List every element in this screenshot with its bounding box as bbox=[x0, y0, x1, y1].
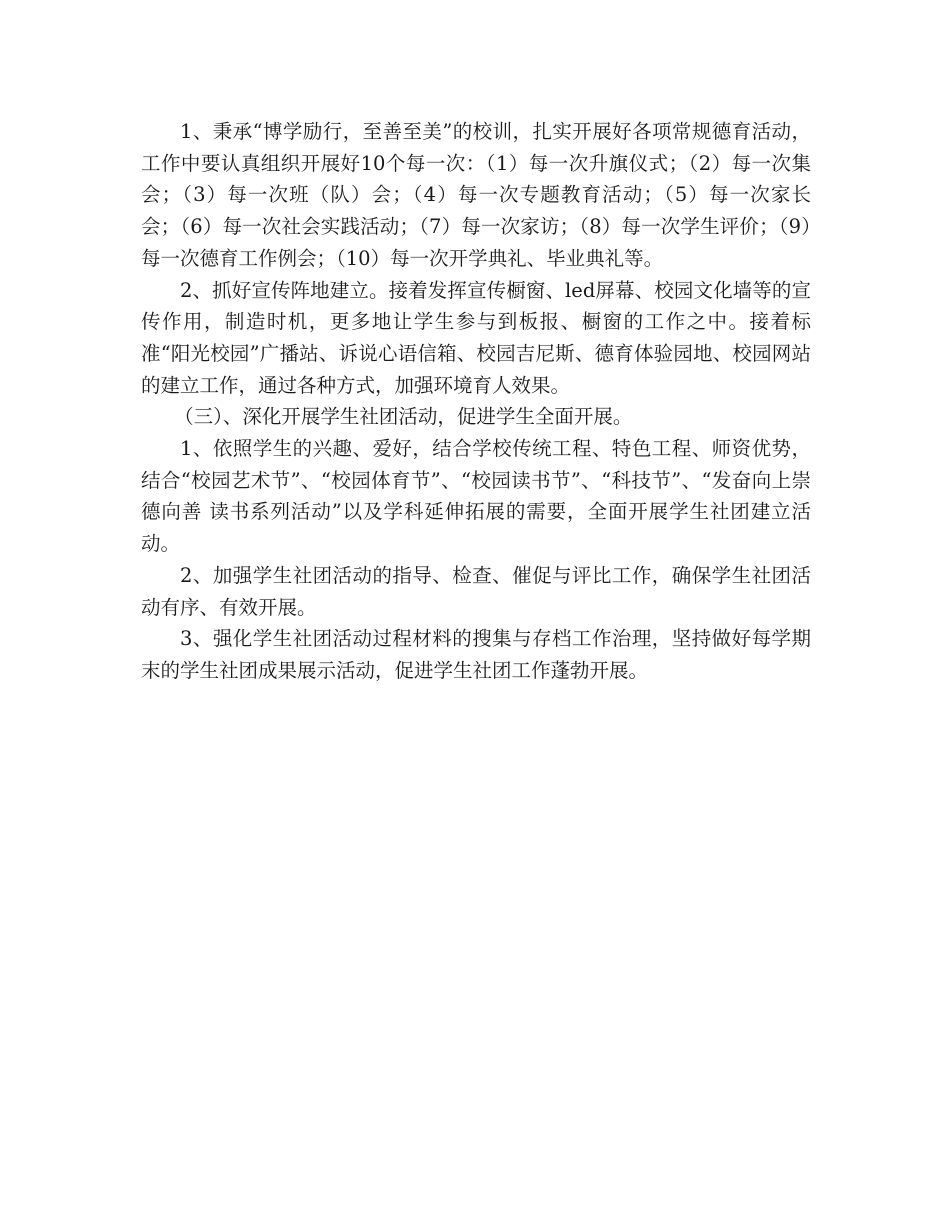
paragraph-routine-moral-activities: 1、秉承“博学励行，至善至美”的校训，扎实开展好各项常规德育活动，工作中要认真组织开展好10个每一次：（1）每一次升旗仪式；（2）每一次集会；（3）每一次班（队）会；（4）每一次专题教育活动；（5）每一次家长会；（6）每一次社会实践活动；（7）每一次家访；（8）每一次学生评价；（9）每一次德育工作例会；（10）每一次开学典礼、毕业典礼等。 bbox=[141, 120, 811, 270]
paragraph-club-archives: 3、强化学生社团活动过程材料的搜集与存档工作治理，坚持做好每学期末的学生社团成果展示活动，促进学生社团工作蓬勃开展。 bbox=[141, 627, 811, 682]
paragraph-club-development: 1、依照学生的兴趣、爱好，结合学校传统工程、特色工程、师资优势，结合“校园艺术节”、“校园体育节”、“校园读书节”、“科技节”、“发奋向上崇德向善 读书系列活动”以及学科延伸拓展的需要，全面开展学生社团建立活动。 bbox=[141, 437, 811, 556]
section-heading-student-clubs: （三）、深化开展学生社团活动，促进学生全面开展。 bbox=[174, 405, 633, 429]
paragraph-publicity-position: 2、抓好宣传阵地建立。接着发挥宣传橱窗、led屏幕、校园文化墙等的宣传作用，制造时机，更多地让学生参与到板报、橱窗的工作之中。接着标准“阳光校园”广播站、诉说心语信箱、校园吉尼斯、德育体验园地、校园网站的建立工作，通过各种方式，加强环境育人效果。 bbox=[141, 278, 811, 397]
document-body bbox=[141, 116, 811, 687]
paragraph-club-guidance: 2、加强学生社团活动的指导、检查、催促与评比工作，确保学生社团活动有序、有效开展。 bbox=[141, 563, 811, 619]
